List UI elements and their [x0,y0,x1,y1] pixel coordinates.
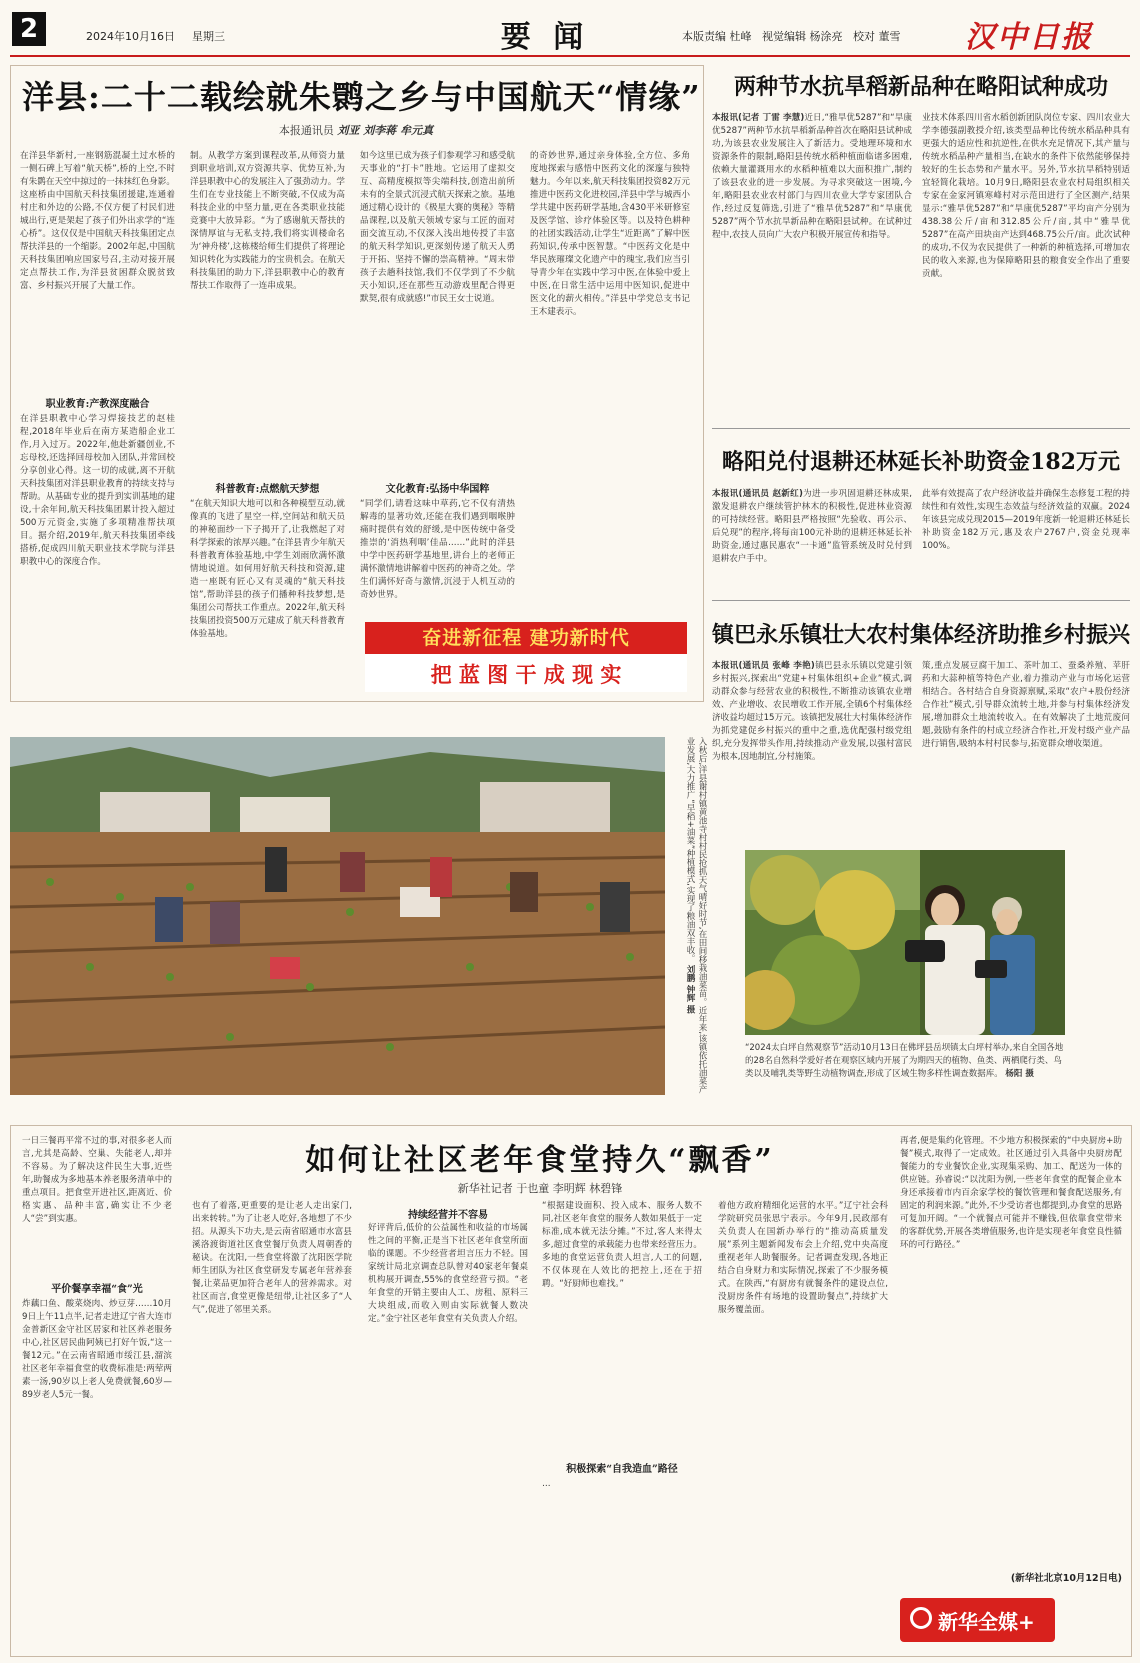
right1-col2: 业技术体系四川省水稻创新团队岗位专家、四川农业大学李德强副教授介绍,该类型品种比传统水稻品种具有更强大的适应性和抗逆性,在供水充足情况下,其产量与传统水稻品种产量相当,在缺水的条件下依然能够保持较好的生长态势和产量水平。另外,节水抗旱稻特别适宜轻简化栽培。10月9日,略阳县农业农村局组织相关专家在金家河镇寒峰村对示范田进行了全区测产,结果显示:“雅旱优5287”和“旱康优5287”平均亩产分别为438.38公斤/亩和312.85公斤/亩,其中“雅旱优5287”在高产田块亩产达到468.75公斤/亩。此次试种的成功,不仅为农民提供了一种新的种植选择,可增加农民的收入来源,也为保障略阳县的粮食安全作出了重要贡献。 [922,113,1130,279]
main-article-byline [10,122,702,138]
bottom-subhead-operation: 持续经营并不容易 [408,1210,488,1221]
editor-name: 杜峰 [729,30,752,43]
bottom-col1: 一日三餐再平常不过的事,对很多老人而言,尤其是高龄、空巢、失能老人,却并不容易。为了解决这件民生大事,近些年,助餐成为多地基本养老服务清单中的重点项目。把食堂开进社区,距离近、价格实惠、品种丰富,确实让不少老人“尝”到实惠。 [22,1136,172,1224]
photo-field-credit: 刘鹏 钟辉 摄 [685,965,695,1014]
main-col2b: “在航天知识大地可以和各种模型互动,就像真的飞进了星空一样,空间站和航天员的神秘面纱一下子揭开了,让我燃起了对科学探索的浓厚兴趣。”在洋县青少年航天科普教育体验基地,中学生刘雨欣满怀激情地说道。如何用好航天科技和资源,建造一座既有匠心又有灵魂的“航天科技馆”,帮助洋县的孩子们播种科技梦想,是集团公司帮扶工作重点。2022年,航天科技集团投资500万元建成了航天科普教育体验基地。 [190,499,345,639]
staff-credits [682,28,901,44]
issue-date: 2024年10月16日 [86,30,175,43]
right2-byline: 本报讯(通讯员 赵新红) [712,489,803,499]
right-divider-1 [712,428,1130,429]
main-col3b: “同学们,请看这味中草药,它不仅有清热解毒的显著功效,还能在我们遇到咽喉肿痛时提供有效的舒缓,是中医传统中备受推崇的‘消热利咽’佳品……”此时的洋县中学中医药研学基地里,讲台上的老师正满怀激情地讲解着中医药的神奇之处。学生们满怀好奇与激情,沉浸于人机互动的奇妙世界。 [360,499,515,600]
xinhua-app-banner[interactable] [900,1598,1055,1642]
bottom-col4: “根据建设面积、投入成本、服务人数不同,社区老年食堂的服务人数如果低于一定标准,成本就无法分摊。”不过,客人来得太多,超过食堂的承载能力也带来经营压力。多地的食堂运营负责人坦言,人工的问题,不仅体现在人效比的把控上,还在于招聘。“好厨师也难找。” [542,1201,702,1289]
main-subhead-vocational: 职业教育:产教深度融合 [45,399,150,410]
right1-col1 [712,112,912,422]
right3-byline: 本报讯(通讯员 张峰 李艳) [712,661,815,671]
right3-col2: 策,重点发展豆腐干加工、茶叶加工、蚕桑养殖、苹肝药和大蒜种植等特色产业,着力推动产业与市场化运营相结合。各村结合自身资源禀赋,采取“农户+股份经济合作社”模式,引导群众流转土地,并参与村集体经济发展,增加群众土地流转收入。在有效解决了土地荒废问题,鼓励有条件的村成立经济合作社,开发村级产业产品进行销售,吸纳本村村民参与,拓宽群众增收渠道。 [922,661,1130,749]
bottom-col3: 好评背后,低价的公益属性和收益的市场属性之间的平衡,正是当下社区老年食堂所面临的课题。不少经营者坦言压力不轻。国家统计局北京调查总队曾对40家老年餐桌机构展开调查,55%的食堂经营亏损。“老年食堂的开销主要由人工、房租、原料三大块组成,而收入则由实际就餐人数决定。”金宁社区老年食堂有关负责人介绍。 [368,1223,528,1324]
right2-col1-text: 为进一步巩固退耕还林成果,激发退耕农户继续管护林木的积极性,促进林业资源的可持续经营。略阳县严格按照“先验收、再公示、后兑现”的程序,将每亩100元补助的退耕还林延长补助资金,通过惠民惠农“一卡通”监管系统及时兑付到退耕农户手中。 [712,489,912,564]
section-title: 要 闻 [500,20,590,55]
photo-field-svg [10,737,665,1095]
right2-col2: 此举有效提高了农户经济收益并确保生态修复工程的持续性和有效性,实现生态效益与经济效益的双赢。2024年该县完成兑现2015—2019年度新一轮退耕还林延长补助资金182万元,惠及农户2767户,资金兑现率100%。 [922,489,1130,551]
bottom-col2: 也有了着落,更重要的是让老人走出家门,出来转转。”为了让老人吃好,各地想了不少招。从源头下功夫,是云南省昭通市水富县溪洛渡街道社区食堂餐厅负责人周朝香的秘诀。在沈阳,一些食堂将激了沈阳医学院师生团队为社区食堂研发专属老年营养套餐,让菜品更加符合老年人的营养需求。对社区而言,食堂更像是纽带,让社区多了“人气”,促进了邻里关系。 [192,1201,352,1315]
app-circle-icon [910,1607,932,1629]
bottom-col4b: … [542,1479,551,1489]
header-rule [10,55,1130,57]
slogan-banner [365,622,687,692]
main-col2: 制。从教学方案到课程改革,从师资力量到职业培训,双方资源共享、优势互补,为洋县职教中心的发展注入了强劲动力。学生们在专业技能上不断突破,不仅成为高科技企业的中坚力量,更在各类职业技能竞赛中大放异彩。“为了感谢航天帮扶的深情厚谊与无私支持,我们将实训楼命名为‘神舟楼’,这栋楼给师生们提供了将理论知识转化为实践能力的宝贵机会。在航天科技集团的助力下,洋县职教中心的教育帮扶工作取得了一连串成果。 [190,151,345,291]
photo-nature-observation [745,850,1065,1035]
byline-label: 本报通讯员 [278,124,334,137]
slogan-line2: 把 蓝 图 干 成 现 实 [430,662,622,687]
right1-byline: 本报讯(记者 丁雷 李慧) [712,113,805,123]
right1-col1-text: 近日,“雅旱优5287”和“旱康优5287”两种节水抗旱稻新品种首次在略阳县试种成功,为该县农业发展注入了新活力。受地理环境和水资源条件的限制,略阳县传统水稻种植面临诸多困难,依赖大量灌溉用水的水稻种植难以大面积推广,制约了该县农业的进一步发展。为寻求突破这一困境,今年,略阳县农业农村部门与四川农业大学专家团队合作,经过反复筛选,引进了“雅旱优5287”和“旱康优5287”两个节水抗旱新品种在略阳县试种。在试种过程中,农技人员向广大农户积极开展宣传和指导。 [712,113,912,240]
right3-col1 [712,660,912,835]
right1-title: 两种节水抗旱稻新品种在略阳试种成功 [733,74,1108,100]
main-subhead-science: 科普教育:点燃航天梦想 [215,484,320,495]
right2-col1 [712,488,912,593]
main-col1: 在洋县华新村,一座钢筋混凝土过水桥的一侧石碑上写着“航天桥”,桥的上空,不时有朱鹮在天空中掠过的一抹抹红色身影。这座桥由中国航天科技集团援建,连通着村庄和外边的公路,不仅方便了村民们进城出行,更是架起了孩子们外出求学的“连心桥”。这仅仅是中国航天科技集团定点帮扶洋县的一个缩影。2002年起,中国航天科技集团响应国家号召,主动对接开展定点帮扶工作,为洋县贫困群众脱贫致富、乡村振兴开展了大量工作。 [20,151,175,291]
photo-field-planting [10,737,665,1095]
right-divider-2 [712,600,1130,601]
masthead-logo: 汉中日报 [965,20,1093,55]
proof-name: 董雪 [878,30,901,43]
photo-nature-caption-text: “2024太白坪自然观察节”活动10月13日在佛坪县岳坝镇太白坪村举办,来自全国各地的28名自然科学爱好者在观察区域内开展了为期四天的植物、鱼类、两栖爬行类、鸟类以及哺乳类等野生动植物调查,形成了区域生物多样性调查数据库。 [745,1043,1064,1079]
main-col4: 的奇妙世界,通过亲身体验,全方位、多角度地探索与感悟中医药文化的深邃与独特魅力。今年以来,航天科技集团投资82万元推进中医药文化进校园,洋县中学与城西小学共建中医药研学基地,含430平米研修室及医学馆、诊疗体验区等。以及特色耕种的社团实践活动,让学生“近距离”了解中医药知识,传承中医智慧。“中医药文化是中华民族璀璨文化遗产中的瑰宝,我们应当引导青少年在实践中学习中医,在体验中爱上中医,在日常生活中运用中医知识,促进中医文化的薪火相传。”洋县中学党总支书记王木建表示。 [530,151,690,317]
visual-label: 视觉编辑 [762,30,806,43]
bottom-article-title: 如何让社区老年食堂持久“飘香” [305,1143,775,1178]
photo-nature-svg [745,850,1065,1035]
editor-label: 本版责编 [682,30,726,43]
visual-name: 杨涂亮 [809,30,843,43]
page-number: 2 [12,12,46,46]
proof-label: 校对 [853,30,875,43]
main-col3: 如今这里已成为孩子们参观学习和感受航天事业的“打卡”胜地。它运用了虚拟交互、高精度模拟等尖端科技,创造出前所未有的全景式沉浸式航天探索之旅。基地通过精心设计的《极星大赛的奥秘》等精品课程,以及航天领域专家与工匠的面对面交流互动,不仅深入浅出地传授了丰富的航天科学知识,更深刻传递了航天人勇于开拓、坚持不懈的崇高精神。“周末带孩子去趟科技馆,我们不仅学到了不少航天小知识,还在那些互动游戏里配合得更默契,很有成就感!”市民王女士说道。 [360,151,515,304]
bottom-col1b: 炸藕口鱼、酸菜烧肉、炒豆芽……10月9日上午11点半,记者走进辽宁省大连市金普新区金守社区居家和社区养老服务中心,社区居民曲阿姨已打好午饭,“这一餐12元。”在云南省昭通市绥江县,溜滨社区老年幸福食堂的收费标准是:两荤两素一汤,90岁以上老人免费就餐,60岁—89岁老人5元一餐。 [22,1299,172,1400]
slogan-line1: 奋进新征程 建功新时代 [365,622,687,654]
bottom-dateline: (新华社北京10月12日电) [1010,1573,1122,1584]
right3-col1-text: 镇巴县永乐镇以党建引领乡村振兴,探索出“党建+村集体组织+企业”模式,调动群众参与经营农业的积极性,不断推动该镇农业增效、产业增收、农民增收工作开展,全镇6个村集体经济收益均超过15万元。该镇把发展壮大村集体经济作为抓党建促乡村振兴的重中之重,选优配强村级党组织,充分发挥带头作用,持续推动产业发展,以强村富民为根本,因地制宜,分村施策。 [712,661,912,762]
bottom-subhead-meal: 平价餐享幸福“食”光 [51,1284,143,1295]
photo-nature-caption [745,1042,1065,1081]
main-subhead-culture: 文化教育:弘扬中华国粹 [385,484,490,495]
photo-field-caption [668,737,708,1095]
main-article-title: 洋县:二十二载绘就朱鹮之乡与中国航天“情缘” [22,78,701,116]
bottom-subhead-selfsustain: 积极探索“自我造血”路径 [566,1464,678,1475]
app-label: 新华全媒+ [938,1610,1035,1634]
main-col1b: 在洋县职教中心学习焊接技艺的赵桂程,2018年毕业后在南方某造船企业工作,月入过万。2022年,他赴新疆创业,不忘母校,还选择回母校加入团队,并常回校分享创业心得。这一切的成就,离不开航天科技集团对洋县职业教育的持续支持与帮助。从基础专业的提升到实训基地的建设,十余年间,航天科技集团累计投入超过500万元资金,实施了多项精准帮扶项目。据介绍,2019年,航天科技集团牵线搭桥,促成四川航天职业技术学院与洋县职教中心的深度合作。 [20,414,175,567]
bottom-col5: 着他方政府精细化运营的水平。”辽宁社会科学院研究员张思宁表示。今年9月,民政部有关负责人在国新办举行的“推动高质量发展”系列主题新闻发布会上介绍,党中央高度重视老年人助餐服务。记者调查发现,各地正结合自身财力和实际情况,探索了不少服务模式。在陕西,“有厨房有就餐条件的建设点位,没厨房条件有场地的设置助餐点”,持续扩大服务覆盖面。 [718,1201,888,1315]
right3-title: 镇巴永乐镇壮大农村集体经济助推乡村振兴 [712,622,1131,648]
bottom-col6: 再者,便是集约化管理。不少地方积极探索的“中央厨房+助餐”模式,取得了一定成效。社区通过引入具备中央厨房配餐能力的专业餐饮企业,实现集采购、加工、配送为一体的供应链。孙睿说:“以沈阳为例,一些老年食堂的配餐企业本身还承接着市内百余家学校的餐饮管理和餐食配送服务,有固定的利润来源。”此外,不少受访者也都提到,办食堂的思路可复加开阔。“一个就餐点可能并不赚钱,但依靠食堂带来的客群优势,开展各类增值服务,也许是实现老年食堂良性循环的可行路径。” [900,1136,1122,1250]
photo-nature-credit: 杨阳 摄 [1005,1069,1034,1079]
bottom-article-byline: 新华社记者 于也童 李明辉 林碧锋 [457,1182,623,1195]
byline-names: 刘亚 刘李蒋 牟元真 [337,124,434,137]
issue-weekday: 星期三 [192,30,225,43]
photo-field-caption-text: 入秋后,洋县谢村镇黄池寺村村民抢抓天气晴好时节,在田间移栽油菜苗。近年来,该镇依托油菜产业发展,大力推广“早稻+油菜”种植模式,实现了粮油双丰收。 [685,737,707,1094]
right2-title: 略阳兑付退耕还林延长补助资金182万元 [722,449,1120,475]
